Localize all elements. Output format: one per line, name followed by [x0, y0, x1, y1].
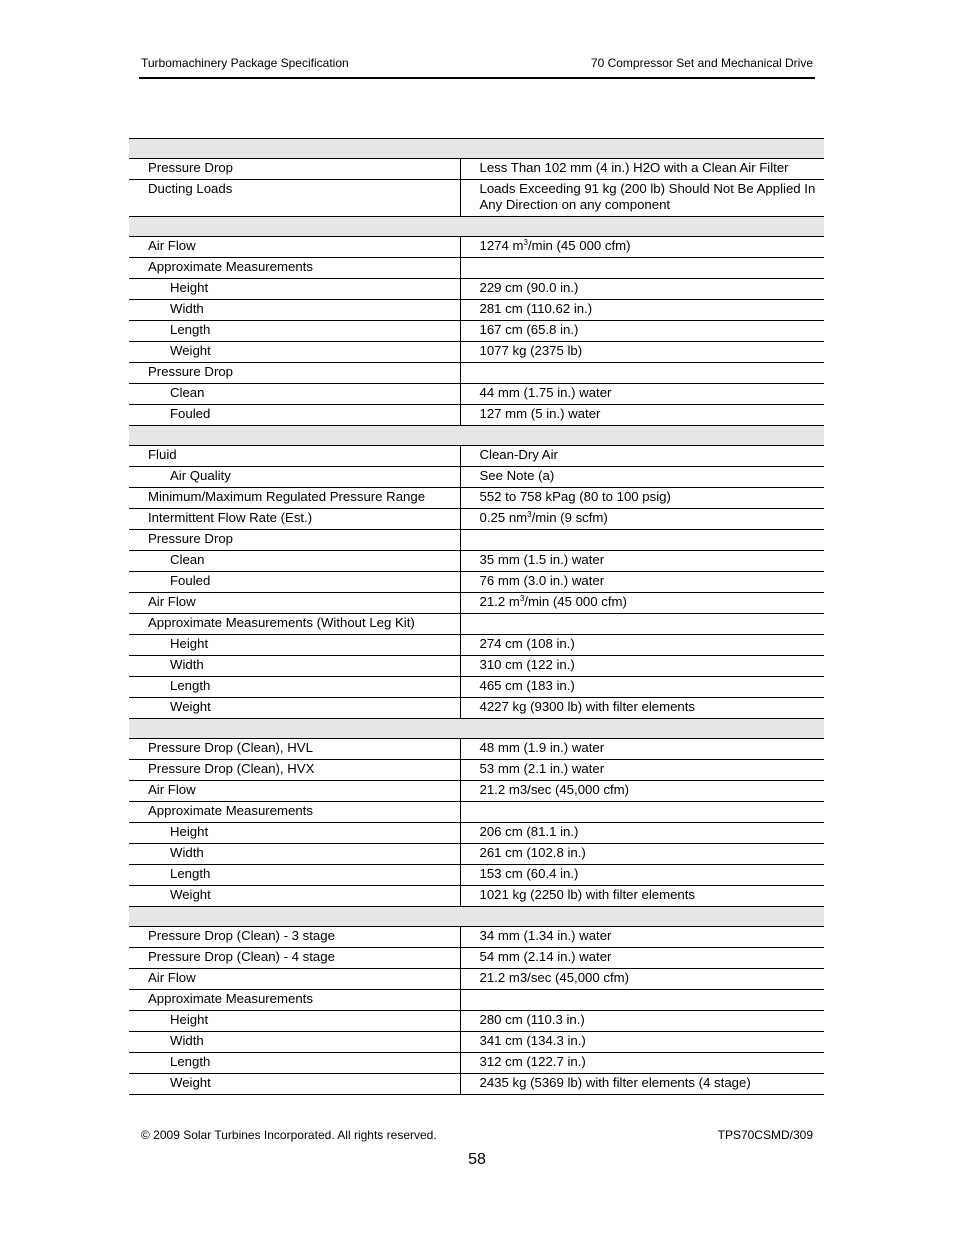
spec-label: Air Flow [129, 781, 460, 802]
spec-label: Air Flow [129, 969, 460, 990]
spec-label: Width [129, 300, 460, 321]
spec-row [129, 237, 824, 258]
spec-row [129, 1053, 824, 1074]
spec-row [129, 572, 824, 593]
spec-value: 281 cm (110.62 in.) [460, 300, 824, 321]
spec-row [129, 760, 824, 781]
spec-row [129, 698, 824, 719]
spec-row [129, 614, 824, 635]
spec-row [129, 488, 824, 509]
spec-label: Pressure Drop (Clean) - 4 stage [129, 948, 460, 969]
spec-row [129, 258, 824, 279]
spec-value [460, 363, 824, 384]
spec-label: Weight [129, 698, 460, 719]
spec-row [129, 384, 824, 405]
spec-label: Approximate Measurements (Without Leg Kit) [129, 614, 460, 635]
spec-value: Less Than 102 mm (4 in.) H2O with a Clean Air Filter [460, 159, 824, 180]
spec-label: Length [129, 865, 460, 886]
spec-row [129, 969, 824, 990]
spec-row [129, 739, 824, 760]
spec-row [129, 530, 824, 551]
section-header-row [129, 139, 824, 159]
spec-value [460, 509, 824, 530]
spec-value: 552 to 758 kPag (80 to 100 psig) [460, 488, 824, 509]
spec-label: Air Quality [129, 467, 460, 488]
header-document-title: Turbomachinery Package Specification [141, 56, 349, 70]
spec-label: Approximate Measurements [129, 990, 460, 1011]
spec-value: 341 cm (134.3 in.) [460, 1032, 824, 1053]
spec-table-body [129, 139, 824, 1095]
spec-row [129, 635, 824, 656]
spec-row [129, 446, 824, 467]
spec-label: Height [129, 1011, 460, 1032]
spec-label: Air Flow [129, 237, 460, 258]
spec-value-text-after: /min (45 000 cfm) [527, 238, 631, 253]
spec-value: 1021 kg (2250 lb) with filter elements [460, 886, 824, 907]
spec-label: Fouled [129, 572, 460, 593]
section-header-row [129, 719, 824, 739]
spec-value: 44 mm (1.75 in.) water [460, 384, 824, 405]
spec-label: Pressure Drop [129, 530, 460, 551]
spec-value: 274 cm (108 in.) [460, 635, 824, 656]
spec-value: 153 cm (60.4 in.) [460, 865, 824, 886]
footer-copyright: © 2009 Solar Turbines Incorporated. All rights reserved. [141, 1128, 437, 1142]
spec-label: Length [129, 321, 460, 342]
spec-value: Clean-Dry Air [460, 446, 824, 467]
spec-label: Weight [129, 886, 460, 907]
section-header-cell [129, 217, 824, 237]
spec-value: 4227 kg (9300 lb) with filter elements [460, 698, 824, 719]
spec-label: Pressure Drop [129, 363, 460, 384]
spec-value: 127 mm (5 in.) water [460, 405, 824, 426]
spec-label: Minimum/Maximum Regulated Pressure Range [129, 488, 460, 509]
spec-row [129, 363, 824, 384]
spec-row [129, 1032, 824, 1053]
spec-row [129, 509, 824, 530]
spec-value: 465 cm (183 in.) [460, 677, 824, 698]
spec-row [129, 405, 824, 426]
spec-row [129, 656, 824, 677]
spec-label: Air Flow [129, 593, 460, 614]
spec-row [129, 927, 824, 948]
section-header-cell [129, 719, 824, 739]
spec-value: 2435 kg (5369 lb) with filter elements (4 stage) [460, 1074, 824, 1095]
spec-row [129, 279, 824, 300]
spec-label: Clean [129, 551, 460, 572]
spec-row [129, 467, 824, 488]
spec-label: Ducting Loads [129, 180, 460, 217]
spec-label: Pressure Drop (Clean) - 3 stage [129, 927, 460, 948]
spec-value: 312 cm (122.7 in.) [460, 1053, 824, 1074]
spec-label: Clean [129, 384, 460, 405]
spec-table [129, 138, 824, 1095]
page-header [139, 55, 815, 79]
spec-value-superscript: 3 [519, 594, 525, 603]
spec-value-text: 21.2 m [479, 594, 520, 609]
spec-value: Loads Exceeding 91 kg (200 lb) Should Not Be Applied In Any Direction on any component [460, 180, 824, 217]
section-header-row [129, 907, 824, 927]
spec-label: Intermittent Flow Rate (Est.) [129, 509, 460, 530]
spec-label: Pressure Drop (Clean), HVL [129, 739, 460, 760]
spec-label: Fouled [129, 405, 460, 426]
spec-value-text: 1274 m [479, 238, 524, 253]
spec-row [129, 886, 824, 907]
spec-label: Weight [129, 342, 460, 363]
spec-value [460, 593, 824, 614]
spec-value: 34 mm (1.34 in.) water [460, 927, 824, 948]
spec-value [460, 237, 824, 258]
spec-value: 280 cm (110.3 in.) [460, 1011, 824, 1032]
spec-label: Fluid [129, 446, 460, 467]
spec-row [129, 593, 824, 614]
spec-value: 1077 kg (2375 lb) [460, 342, 824, 363]
section-header-cell [129, 426, 824, 446]
spec-label: Approximate Measurements [129, 258, 460, 279]
spec-row [129, 844, 824, 865]
spec-value: 261 cm (102.8 in.) [460, 844, 824, 865]
spec-value: 229 cm (90.0 in.) [460, 279, 824, 300]
spec-label: Width [129, 656, 460, 677]
spec-value: 206 cm (81.1 in.) [460, 823, 824, 844]
spec-row [129, 677, 824, 698]
spec-value: 21.2 m3/sec (45,000 cfm) [460, 969, 824, 990]
section-header-cell [129, 139, 824, 159]
spec-row [129, 300, 824, 321]
spec-row [129, 781, 824, 802]
spec-label: Width [129, 844, 460, 865]
spec-value: 167 cm (65.8 in.) [460, 321, 824, 342]
section-header-cell [129, 907, 824, 927]
spec-row [129, 1011, 824, 1032]
section-header-row [129, 426, 824, 446]
spec-label: Height [129, 635, 460, 656]
spec-value [460, 802, 824, 823]
page-number: 58 [468, 1151, 486, 1168]
spec-row [129, 823, 824, 844]
spec-value [460, 258, 824, 279]
spec-row [129, 948, 824, 969]
spec-row [129, 865, 824, 886]
spec-row [129, 1074, 824, 1095]
spec-label: Length [129, 1053, 460, 1074]
footer-document-id: TPS70CSMD/309 [717, 1128, 813, 1142]
spec-value: 35 mm (1.5 in.) water [460, 551, 824, 572]
spec-label: Height [129, 823, 460, 844]
spec-row [129, 321, 824, 342]
spec-value: 54 mm (2.14 in.) water [460, 948, 824, 969]
spec-row [129, 990, 824, 1011]
spec-value-text-after: /min (45 000 cfm) [524, 594, 627, 609]
spec-row [129, 180, 824, 217]
spec-row [129, 159, 824, 180]
spec-row [129, 551, 824, 572]
spec-label: Length [129, 677, 460, 698]
spec-value [460, 614, 824, 635]
header-section-title: 70 Compressor Set and Mechanical Drive [590, 56, 813, 70]
spec-label: Width [129, 1032, 460, 1053]
spec-value: 48 mm (1.9 in.) water [460, 739, 824, 760]
spec-label: Pressure Drop (Clean), HVX [129, 760, 460, 781]
spec-value-superscript: 3 [523, 238, 528, 247]
spec-label: Pressure Drop [129, 159, 460, 180]
spec-value: 310 cm (122 in.) [460, 656, 824, 677]
spec-value: 53 mm (2.1 in.) water [460, 760, 824, 781]
spec-value [460, 990, 824, 1011]
spec-label: Weight [129, 1074, 460, 1095]
spec-value: 21.2 m3/sec (45,000 cfm) [460, 781, 824, 802]
spec-label: Height [129, 279, 460, 300]
spec-label: Approximate Measurements [129, 802, 460, 823]
section-header-row [129, 217, 824, 237]
spec-value [460, 530, 824, 551]
spec-value-text: 0.25 nm [479, 510, 528, 525]
spec-value-text-after: /min (9 scfm) [531, 510, 608, 525]
spec-value: See Note (a) [460, 467, 824, 488]
spec-row [129, 802, 824, 823]
spec-row [129, 342, 824, 363]
spec-value: 76 mm (3.0 in.) water [460, 572, 824, 593]
spec-value-superscript: 3 [527, 510, 532, 519]
